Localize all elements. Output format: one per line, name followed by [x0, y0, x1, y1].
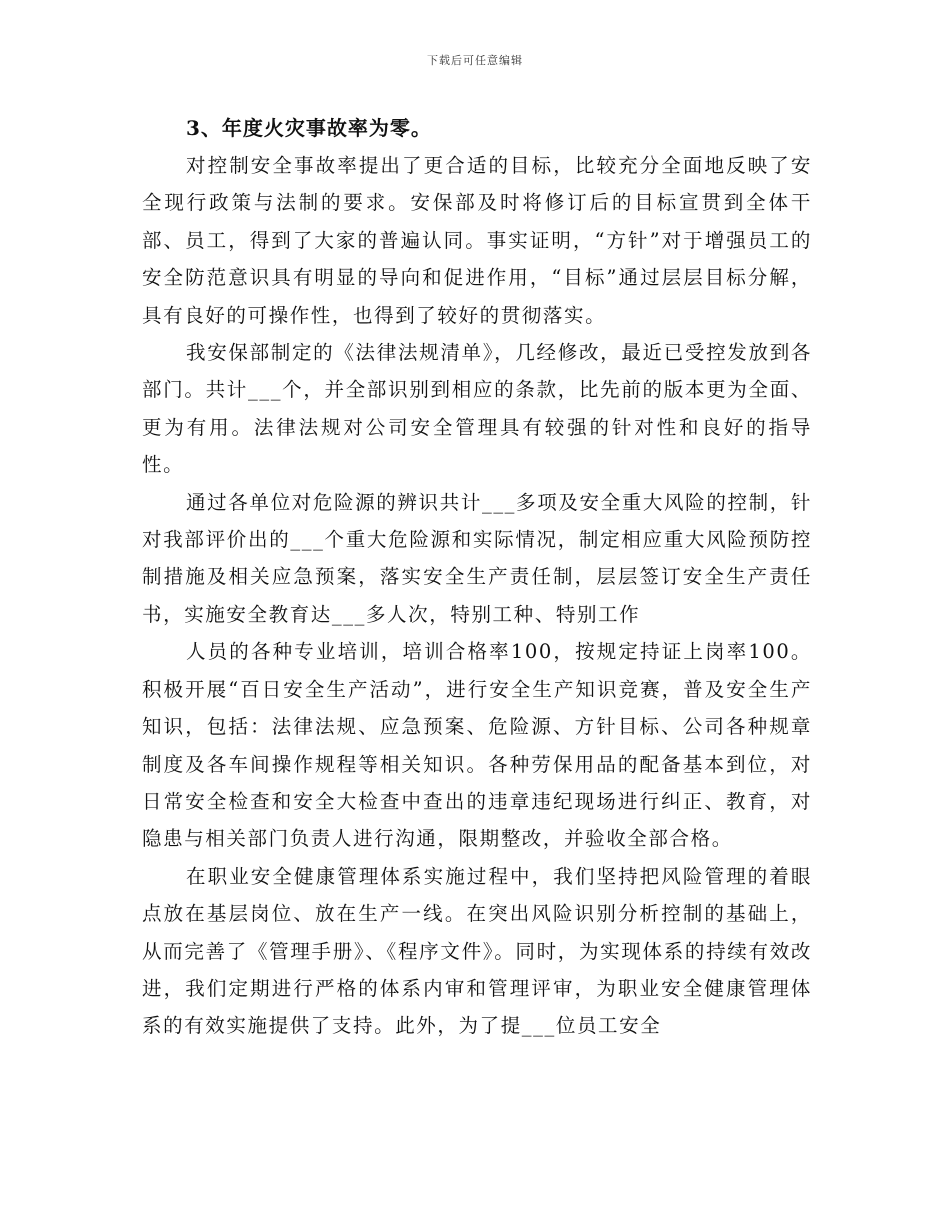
paragraph-management-system: 在职业安全健康管理体系实施过程中，我们坚持把风险管理的着眼点放在基层岗位、放在生产一线。在突出风险识别分析控制的基础上，从而完善了《管理手册》、《程序文件》。同时，为实现体系的持续有效改进，我们定期进行严格的体系内审和管理评审，为职业安全健康管理体系的有效实施提供了支持。此外，为了提___位员工安全 — [142, 864, 812, 1038]
paragraph-training: 人员的各种专业培训，培训合格率100，按规定持证上岗率100。积极开展“百日安全生产活动”，进行安全生产知识竞赛，普及安全生产知识，包括：法律法规、应急预案、危险源、方针目标、公司各种规章制度及各车间操作规程等相关知识。各种劳保用品的配备基本到位，对日常安全检查和安全大检查中查出的违章违纪现场进行纠正、教育，对隐患与相关部门负责人进行沟通，限期整改，并验收全部合格。 — [142, 640, 812, 851]
document-body — [142, 110, 812, 1045]
paragraph-targets: 对控制安全事故率提出了更合适的目标，比较充分全面地反映了安全现行政策与法制的要求。安保部及时将修订后的目标宣贯到全体干部、员工，得到了大家的普遍认同。事实证明，“方针”对于增强员工的安全防范意识具有明显的导向和促进作用，“目标”通过层层目标分解，具有良好的可操作性，也得到了较好的贯彻落实。 — [142, 154, 812, 327]
paragraph-hazards: 通过各单位对危险源的辨识共计___多项及安全重大风险的控制，针对我部评价出的___个重大危险源和实际情况，制定相应重大风险预防控制措施及相关应急预案，落实安全生产责任制，层层签订安全生产责任书，实施安全教育达___多人次，特别工种、特别工作 — [142, 490, 812, 626]
paragraph-regulations: 我安保部制定的《法律法规清单》，几经修改，最近已受控发放到各部门。共计___个，并全部识别到相应的条款，比先前的版本更为全面、更为有用。法律法规对公司安全管理具有较强的针对性和良好的指导性。 — [142, 341, 812, 477]
section-heading: 3、年度火灾事故率为零。 — [186, 116, 432, 140]
page-header: 下载后可任意编辑 — [427, 54, 523, 67]
